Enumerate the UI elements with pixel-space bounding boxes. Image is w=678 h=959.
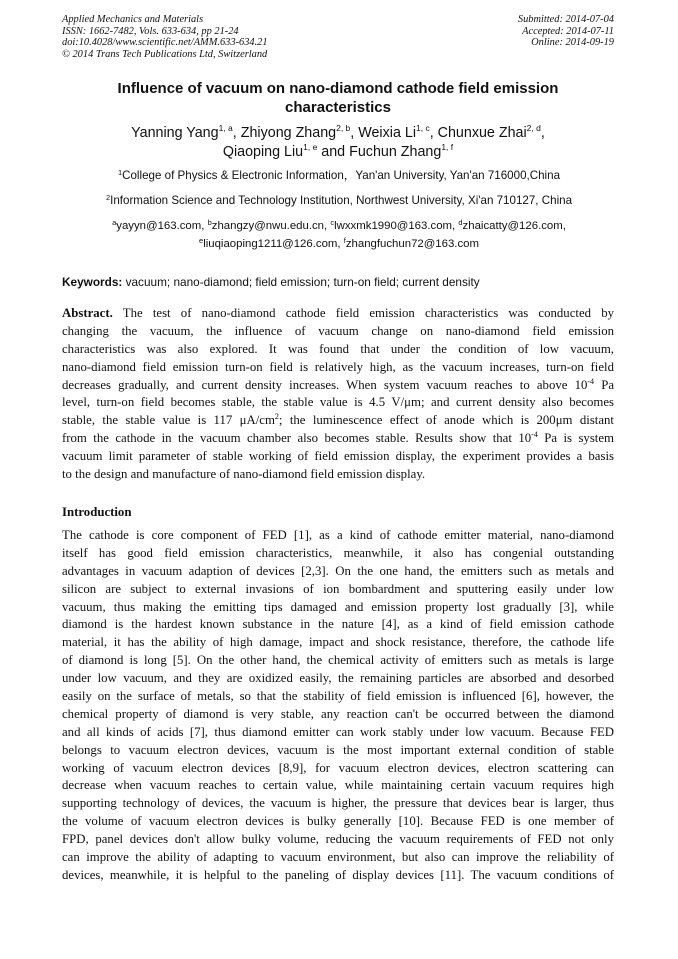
affiliation-mark: 1 bbox=[117, 168, 123, 177]
body-line: decrease when vacuum reaches to certain value, while maintaining certain vacuum requires high bbox=[62, 778, 614, 793]
email-mark: c bbox=[330, 218, 335, 227]
author-affil-mark: 1, e bbox=[303, 141, 318, 152]
keywords-label: Keywords: bbox=[62, 275, 123, 289]
email-address[interactable]: liuqiaoping1211@126.com, bbox=[203, 237, 344, 250]
body-line: FPD, panel devices don't allow bulky volume, reducing the vacuum requirements of FED not only bbox=[62, 832, 614, 847]
affiliation-mark: 2 bbox=[105, 193, 111, 202]
author-name: Zhiyong Zhang bbox=[240, 125, 337, 141]
author-name: Chunxue Zhai bbox=[437, 125, 527, 141]
abstract-line: changing the vacuum, the influence of vacuum change on nano-diamond field emission bbox=[62, 323, 614, 338]
author-affil-mark: 2, d bbox=[526, 123, 541, 133]
body-line: The cathode is core component of FED [1], as a kind of cathode emitter material, nano-diamond bbox=[62, 528, 614, 542]
email-list bbox=[40, 218, 638, 253]
body-line: diamond is the hardest known substance in the nature [4], as a kind of field emission cathode bbox=[62, 617, 614, 632]
email-mark: e bbox=[199, 235, 204, 245]
abstract-line: characteristics was also explored. It was found that under the condition of low vacuum, bbox=[62, 341, 614, 356]
body-line: can improve the ability of adapting to vacuum environment, but also can improve the reliability of bbox=[62, 850, 614, 865]
paper-title-line-1: Influence of vacuum on nano-diamond cathode field emission bbox=[117, 80, 559, 97]
body-line: vacuum, thus making the emitting tips damaged and emission property lost gradually [3], while bbox=[62, 599, 614, 614]
author-affil-mark: 1, c bbox=[416, 123, 430, 133]
abstract-line: nano-diamond field emission turn-on field is relatively high, as the vacuum increases, turn-on field bbox=[62, 359, 614, 374]
author-affil-mark: 2, b bbox=[336, 123, 351, 133]
body-line: under low vacuum, and they are oxidized easily, the remaining particles are absorbed and desorbed bbox=[62, 671, 614, 686]
email-address[interactable]: zhaicatty@126.com, bbox=[462, 220, 566, 232]
author-affil-mark: 1, a bbox=[218, 123, 233, 133]
body-line: chemical property of diamond is very stable, any reaction can't be occurred between the diamond bbox=[62, 706, 614, 721]
body-line: itself has good field emission characteristics, meanwhile, it also has congenial outstanding bbox=[62, 545, 614, 560]
abstract-line: level, turn-on field becomes stable, the stable value is 4.5 V/μm; and current density also becomes bbox=[62, 395, 614, 410]
author-list: Yanning Yang$^{1, a}$, Zhiyong Zhang$^{2, b}$, Weixia Li$^{1, c}$, Chunxue Zhai$^{2, d}$, Qiaoping Liu$^{1, e}$ and Fuchun Zhang$^{1, f}$ bbox=[131, 123, 545, 160]
abstract-line: from the cathode in the vacuum chamber also becomes stable. Results show that $10^{-4}$ Pa is system bbox=[62, 430, 614, 446]
online-date: Online: 2014-09-19 bbox=[531, 37, 614, 49]
abstract bbox=[62, 305, 614, 484]
affiliation-2 bbox=[40, 194, 638, 208]
author-name: Yanning Yang bbox=[131, 125, 219, 141]
paper-title-line-2: characteristics bbox=[285, 98, 391, 116]
body-line: the volume of vacuum electron devices is bulky generally [10]. Because FED is one member of bbox=[62, 814, 614, 829]
paper-title bbox=[62, 80, 614, 117]
journal-name: Applied Mechanics and Materials bbox=[62, 14, 204, 25]
abstract-label: Abstract. bbox=[62, 306, 113, 320]
accepted-date: Accepted: 2014-07-11 bbox=[522, 25, 614, 37]
journal-header bbox=[62, 14, 268, 60]
abstract-line: to the design and manufacture of nano-diamond field emission display. bbox=[62, 467, 426, 482]
affiliation-text: College of Physics & Electronic Information，Yan'an University, Yan'an 716000,China bbox=[122, 169, 561, 182]
body-line: advantages in vacuum adaption of devices [2,3]. On the one hand, the emitters such as metals and bbox=[62, 563, 614, 578]
email-address[interactable]: yayyn@163.com, bbox=[116, 220, 208, 232]
body-line: supporting technology of devices, the vacuum is higher, the pressure that devices bear is larger, thus bbox=[62, 796, 614, 811]
abstract-line: Abstract. The test of nano-diamond cathode field emission characteristics was conducted by bbox=[62, 306, 614, 320]
email-address[interactable]: zhangfuchun72@163.com bbox=[345, 237, 479, 250]
body-line: easily on the surface of metals, so that the stability of field emission is influenced [6], however, the bbox=[62, 689, 614, 704]
author-name: Qiaoping Liu bbox=[222, 143, 304, 160]
author-name: Fuchun Zhang bbox=[349, 143, 442, 160]
author-affil-mark: 1, f bbox=[441, 141, 454, 152]
email-mark: d bbox=[458, 218, 463, 227]
section-heading: Introduction bbox=[62, 505, 132, 519]
abstract-line: stable, the stable value is 117 $\mu A/cm^2$; the luminescence effect of anode which is 200μm distant bbox=[62, 412, 614, 428]
introduction-body bbox=[62, 527, 614, 885]
body-line: silicon are subject to external invasions of ion bombardment and sputtering easily under low bbox=[62, 581, 614, 596]
email-address[interactable]: lwxxmk1990@163.com, bbox=[334, 220, 459, 232]
body-line: working of vacuum electron devices [8,9], for vacuum electron devices, electron scattering can bbox=[62, 760, 614, 775]
body-line: and all kinds of acids [7], thus diamond emitter can work stably under low vacuum. Because FED bbox=[62, 724, 614, 739]
issn-line: ISSN: 1662-7482, Vols. 633-634, pp 21-24 bbox=[62, 25, 239, 37]
email-mark: a bbox=[112, 218, 117, 227]
body-line: material, it has the ability of high damage, impact and shock resistance, therefore, the cathode life bbox=[62, 635, 614, 650]
body-line: of diamond is long [5]. On the other hand, the chemical activity of emitters such as metals is large bbox=[62, 653, 614, 668]
author-name: Weixia Li bbox=[358, 125, 416, 141]
dates-header bbox=[518, 14, 614, 49]
email-address[interactable]: zhangzy@nwu.edu.cn, bbox=[211, 220, 331, 232]
email-mark: f bbox=[343, 235, 346, 245]
submitted-date: Submitted: 2014-07-04 bbox=[517, 14, 614, 25]
keywords bbox=[62, 275, 614, 289]
body-line: devices, meanwhile, it is helpful to the paneling of display devices [11]. The vacuum conditions of bbox=[62, 867, 614, 882]
copyright-line: © 2014 Trans Tech Publications Ltd, Switzerland bbox=[62, 48, 268, 60]
body-line: belongs to vacuum electron devices, vacuum is the most important external condition of stable bbox=[62, 742, 614, 757]
abstract-line: decreases gradually, and current density increases. When system vacuum reaches to above $10^{-4}$ Pa bbox=[62, 376, 614, 392]
affiliation-text: Information Science and Technology Institution, Northwest University, Xi'an 710127, China bbox=[110, 194, 573, 207]
keywords-text: vacuum; nano-diamond; field emission; turn-on field; current density bbox=[122, 275, 480, 289]
email-mark: b bbox=[207, 218, 212, 227]
affiliation-1 bbox=[40, 169, 638, 183]
abstract-line: vacuum limit parameter of stable working of field emission display, the experiment provides a basis bbox=[62, 449, 614, 464]
doi-line: doi:10.4028/www.scientific.net/AMM.633-634.21 bbox=[62, 37, 268, 49]
